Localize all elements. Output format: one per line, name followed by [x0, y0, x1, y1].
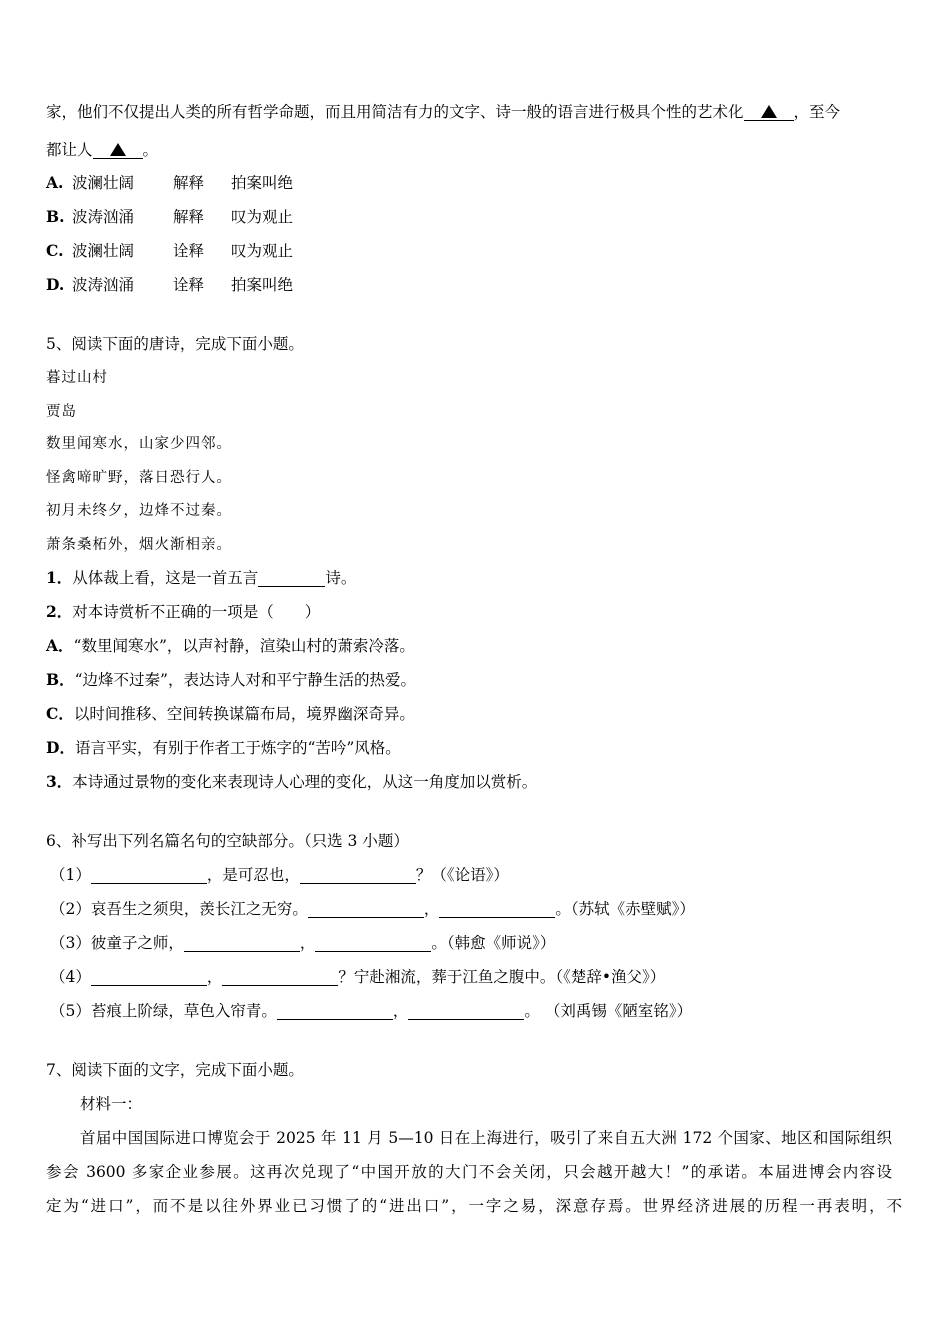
q4-line1-end: ，至今 — [793, 103, 841, 121]
item-text: 哀吾生之须臾，羡长江之无穷。 — [90, 900, 308, 918]
sub-question-number: 1． — [46, 568, 73, 587]
option-letter: D. — [46, 275, 65, 294]
answer-blank — [300, 867, 416, 884]
option-letter: B． — [46, 670, 75, 689]
option-word-3: 叹为观止 — [231, 208, 294, 226]
option-word-1: 波澜壮阔 — [72, 242, 135, 260]
item-text: ， — [423, 900, 440, 918]
sub1-text-end: 诗。 — [325, 569, 357, 587]
q4-option-a — [46, 173, 293, 193]
q5-option-b — [46, 670, 416, 690]
option-word-3: 叹为观止 — [231, 242, 294, 260]
q5-sub2 — [46, 602, 320, 622]
poem-line: 初月未终夕，边烽不过秦。 — [46, 503, 232, 519]
q6-item-5 — [50, 1001, 692, 1021]
item-text: 。（苏轼《赤壁赋》） — [555, 900, 695, 918]
option-letter: A． — [46, 636, 74, 655]
passage-line-3: 定为“进口”，而不是以往外界业已习惯了的“进出口”，一字之易，深意存焉。世界经济进展的历程一再表明，不 — [46, 1197, 902, 1215]
q4-option-c — [46, 241, 293, 261]
poem-line: 数里闻寒水，山家少四邻。 — [46, 436, 232, 452]
answer-blank — [91, 969, 207, 986]
option-letter: D． — [46, 738, 75, 757]
item-number: （2） — [50, 900, 91, 918]
q4-text-line2 — [46, 140, 158, 160]
q6-item-1 — [50, 865, 509, 885]
option-word-2: 诠释 — [173, 276, 205, 294]
material-label: 材料一： — [80, 1095, 143, 1113]
item-text: ， — [206, 968, 223, 986]
item-text: ？（《论语》） — [415, 866, 509, 884]
answer-blank — [184, 935, 300, 952]
q6-item-2 — [50, 899, 695, 919]
item-number: （5） — [50, 1002, 91, 1020]
sub2-text: 对本诗赏析不正确的一项是（ ） — [72, 603, 321, 621]
poem-title: 暮过山村 — [46, 370, 108, 386]
answer-blank — [408, 1003, 524, 1020]
q5-option-a — [46, 636, 415, 656]
q6-title: 6、补写出下列名篇名句的空缺部分。（只选 3 小题） — [46, 832, 409, 850]
q4-option-b — [46, 207, 293, 227]
option-text: 以时间推移、空间转换谋篇布局，境界幽深奇异。 — [73, 705, 415, 723]
option-letter: C． — [46, 704, 74, 723]
q4-option-d — [46, 275, 293, 295]
item-text: 。（韩愈《师说》） — [431, 934, 556, 952]
passage-line-1: 首届中国国际进口博览会于 2025 年 11 月 5—10 日在上海进行，吸引了来自五大洲 172 个国家、地区和国际组织 — [80, 1129, 892, 1147]
item-number: （3） — [50, 934, 91, 952]
option-word-1: 波涛汹涌 — [72, 208, 135, 226]
answer-blank — [91, 867, 207, 884]
option-text: “数里闻寒水”，以声衬静，渲染山村的萧索冷落。 — [73, 637, 415, 655]
q4-text-line1 — [46, 102, 840, 122]
q6-item-4 — [50, 967, 665, 987]
poem-line: 怪禽啼旷野，落日恐行人。 — [46, 470, 232, 486]
item-text: ，是可忍也， — [206, 866, 300, 884]
q4-line2-text: 都让人 — [46, 141, 93, 159]
option-word-2: 诠释 — [173, 242, 205, 260]
q4-line1-text: 家，他们不仅提出人类的所有哲学命题，而且用简洁有力的文字、诗一般的语言进行极具个性的艺术化 — [46, 103, 744, 121]
item-text: ， — [392, 1002, 409, 1020]
option-letter: C. — [46, 241, 64, 260]
answer-blank — [93, 142, 143, 159]
q7-title: 7、阅读下面的文字，完成下面小题。 — [46, 1061, 304, 1079]
sub1-text: 从体裁上看，这是一首五言 — [72, 569, 259, 587]
answer-blank — [439, 901, 555, 918]
passage-line-2: 参会 3600 多家企业参展。这再次兑现了“中国开放的大门不会关闭，只会越开越大！”的承诺。本届进博会内容设 — [46, 1163, 892, 1181]
option-letter: A. — [46, 173, 64, 192]
item-text: ， — [299, 934, 316, 952]
sub-question-number: 3． — [46, 772, 73, 791]
q5-sub1 — [46, 568, 356, 588]
item-number: （1） — [50, 866, 91, 884]
answer-blank — [222, 969, 338, 986]
item-text: 。 （刘禹锡《陋室铭》） — [524, 1002, 693, 1020]
option-word-3: 拍案叫绝 — [231, 174, 294, 192]
option-text: 语言平实，有别于作者工于炼字的“苦吟”风格。 — [74, 739, 401, 757]
option-text: “边烽不过秦”，表达诗人对和平宁静生活的热爱。 — [74, 671, 416, 689]
triangle-icon — [761, 105, 777, 118]
q5-sub3 — [46, 772, 537, 792]
poem-line: 萧条桑柘外，烟火渐相亲。 — [46, 537, 232, 553]
item-text: 苔痕上阶绿，草色入帘青。 — [90, 1002, 277, 1020]
option-word-1: 波澜壮阔 — [72, 174, 135, 192]
item-text: 彼童子之师， — [90, 934, 184, 952]
sub3-text: 本诗通过景物的变化来表现诗人心理的变化，从这一角度加以赏析。 — [72, 773, 538, 791]
answer-blank — [258, 570, 325, 587]
q4-line2-end: 。 — [142, 141, 159, 159]
sub-question-number: 2． — [46, 602, 73, 621]
q6-item-3 — [50, 933, 555, 953]
option-word-2: 解释 — [173, 208, 205, 226]
item-text: ？宁赴湘流，葬于江鱼之腹中。（《楚辞•渔父》） — [338, 968, 666, 986]
answer-blank — [315, 935, 431, 952]
poem-author: 贾岛 — [46, 404, 77, 420]
triangle-icon — [110, 143, 126, 156]
answer-blank — [277, 1003, 393, 1020]
option-word-2: 解释 — [173, 174, 205, 192]
q5-option-d — [46, 738, 401, 758]
option-word-3: 拍案叫绝 — [231, 276, 294, 294]
answer-blank — [744, 104, 794, 121]
item-number: （4） — [50, 968, 91, 986]
option-letter: B. — [46, 207, 65, 226]
q5-option-c — [46, 704, 415, 724]
q5-title: 5、阅读下面的唐诗，完成下面小题。 — [46, 335, 304, 353]
option-word-1: 波涛汹涌 — [72, 276, 135, 294]
answer-blank — [308, 901, 424, 918]
